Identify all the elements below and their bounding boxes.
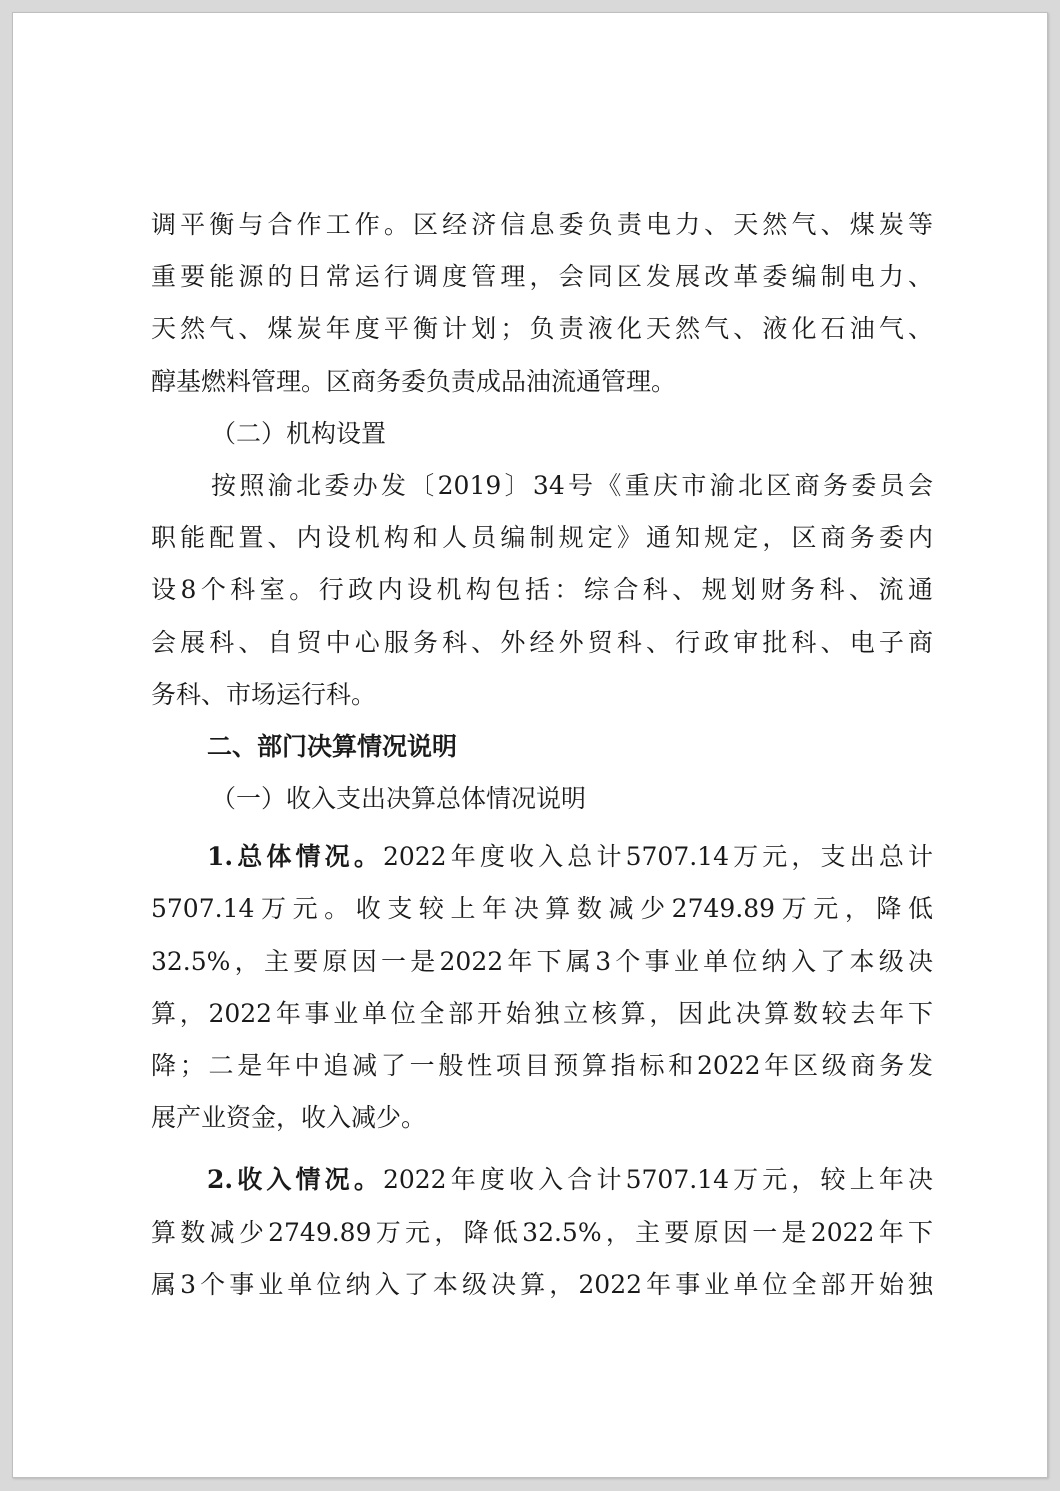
paragraph-line (151, 1154, 933, 1206)
paragraph-line: 降；二是年中追减了一般性项目预算指标和2022年区级商务发 (151, 1051, 933, 1080)
paragraph-line (151, 831, 933, 883)
paragraph-line: 醇基燃料管理。区商务委负责成品油流通管理。 (151, 366, 677, 396)
section-heading-final-accounts: 二、部门决算情况说明 (207, 731, 458, 761)
paragraph-line: 属3个事业单位纳入了本级决算，2022年事业单位全部开始独 (151, 1269, 933, 1299)
paragraph-line: 调平衡与合作工作。区经济信息委负责电力、天然气、煤炭等 (151, 210, 933, 239)
paragraph-line: 重要能源的日常运行调度管理，会同区发展改革委编制电力、 (151, 262, 933, 292)
document-body (151, 199, 933, 1311)
paragraph-line: 32.5%，主要原因一是2022年下属3个事业单位纳入了本级决 (151, 946, 933, 976)
lead-label-income: 2.收入情况。 (207, 1165, 383, 1195)
paragraph-line: 展产业资金，收入减少。 (151, 1103, 427, 1133)
paragraph-line: 会展科、自贸中心服务科、外经外贸科、行政审批科、电子商 (151, 627, 933, 657)
lead-label-overall: 1.总体情况。 (207, 842, 383, 872)
paragraph-line: 5707.14万元。收支较上年决算数减少2749.89万元，降低 (151, 894, 933, 924)
section-heading-institution: （二）机构设置 (211, 418, 387, 448)
paragraph-line: 务科、市场运行科。 (151, 679, 377, 709)
subsection-heading-overall: （一）收入支出决算总体情况说明 (211, 784, 587, 814)
paragraph-line: 职能配置、内设机构和人员编制规定》通知规定，区商务委内 (151, 523, 933, 553)
paragraph-line: 设8个科室。行政内设机构包括：综合科、规划财务科、流通 (151, 575, 933, 605)
paragraph-text: 2022年度收入总计5707.14万元，支出总计 (382, 842, 933, 872)
paragraph-text: 2022年度收入合计5707.14万元，较上年决 (382, 1165, 933, 1195)
paragraph-line: 按照渝北委办发〔2019〕34号《重庆市渝北区商务委员会 (211, 470, 933, 500)
paragraph-line: 算，2022年事业单位全部开始独立核算，因此决算数较去年下 (151, 998, 933, 1028)
paragraph-line: 算数减少2749.89万元，降低32.5%，主要原因一是2022年下 (151, 1217, 933, 1247)
paragraph-line: 天然气、煤炭年度平衡计划；负责液化天然气、液化石油气、 (151, 314, 933, 344)
document-page (12, 12, 1048, 1478)
